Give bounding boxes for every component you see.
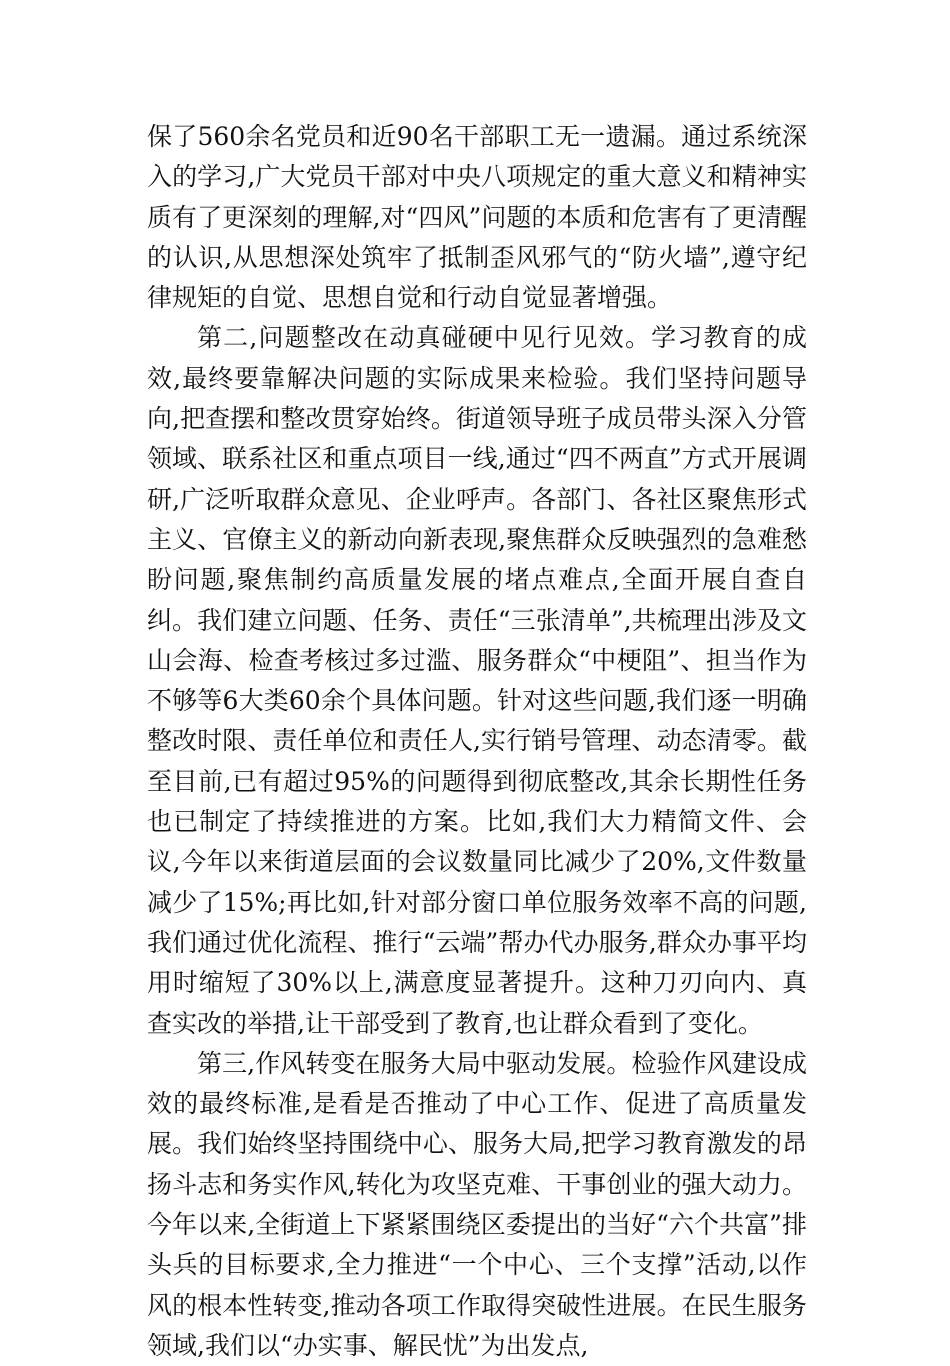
paragraph-second-point: 第二,问题整改在动真碰硬中见行见效。学习教育的成效,最终要靠解决问题的实际成果来检验。我们坚持问题导向,把查摆和整改贯穿始终。街道领导班子成员带头深入分管领域、联系社区和重点项目一线,通过“四不两直”方式开展调研,广泛听取群众意见、企业呼声。各部门、各社区聚焦形式主义、官僚主义的新动向新表现,聚焦群众反映强烈的急难愁盼问题,聚焦制约高质量发展的堵点难点,全面开展自查自纠。我们建立问题、任务、责任“三张清单”,共梳理出涉及文山会海、检查考核过多过滥、服务群众“中梗阻”、担当作为不够等6大类60余个具体问题。针对这些问题,我们逐一明确整改时限、责任单位和责任人,实行销号管理、动态清零。截至目前,已有超过95%的问题得到彻底整改,其余长期性任务也已制定了持续推进的方案。比如,我们大力精简文件、会议,今年以来街道层面的会议数量同比减少了20%,文件数量减少了15%;再比如,针对部分窗口单位服务效率不高的问题,我们通过优化流程、推行“云端”帮办代办服务,群众办事平均用时缩短了30%以上,满意度显著提升。这种刀刃向内、真查实改的举措,让干部受到了教育,也让群众看到了变化。 [147, 323, 807, 1038]
paragraph-continued: 保了560余名党员和近90名干部职工无一遗漏。通过系统深入的学习,广大党员干部对中央八项规定的重大意义和精神实质有了更深刻的理解,对“四风”问题的本质和危害有了更清醒的认识,从思想深处筑牢了抵制歪风邪气的“防火墙”,遵守纪律规矩的自觉、思想自觉和行动自觉显著增强。 [147, 122, 807, 313]
paragraph-third-point: 第三,作风转变在服务大局中驱动发展。检验作风建设成效的最终标准,是看是否推动了中心工作、促进了高质量发展。我们始终坚持围绕中心、服务大局,把学习教育激发的昂扬斗志和务实作风,转化为攻坚克难、干事创业的强大动力。今年以来,全街道上下紧紧围绕区委提出的当好“六个共富”排头兵的目标要求,全力推进“一个中心、三个支撑”活动,以作风的根本性转变,推动各项工作取得突破性进展。在民生服务领域,我们以“办实事、解民忧”为出发点, [147, 1048, 807, 1360]
document-body [147, 117, 807, 1366]
